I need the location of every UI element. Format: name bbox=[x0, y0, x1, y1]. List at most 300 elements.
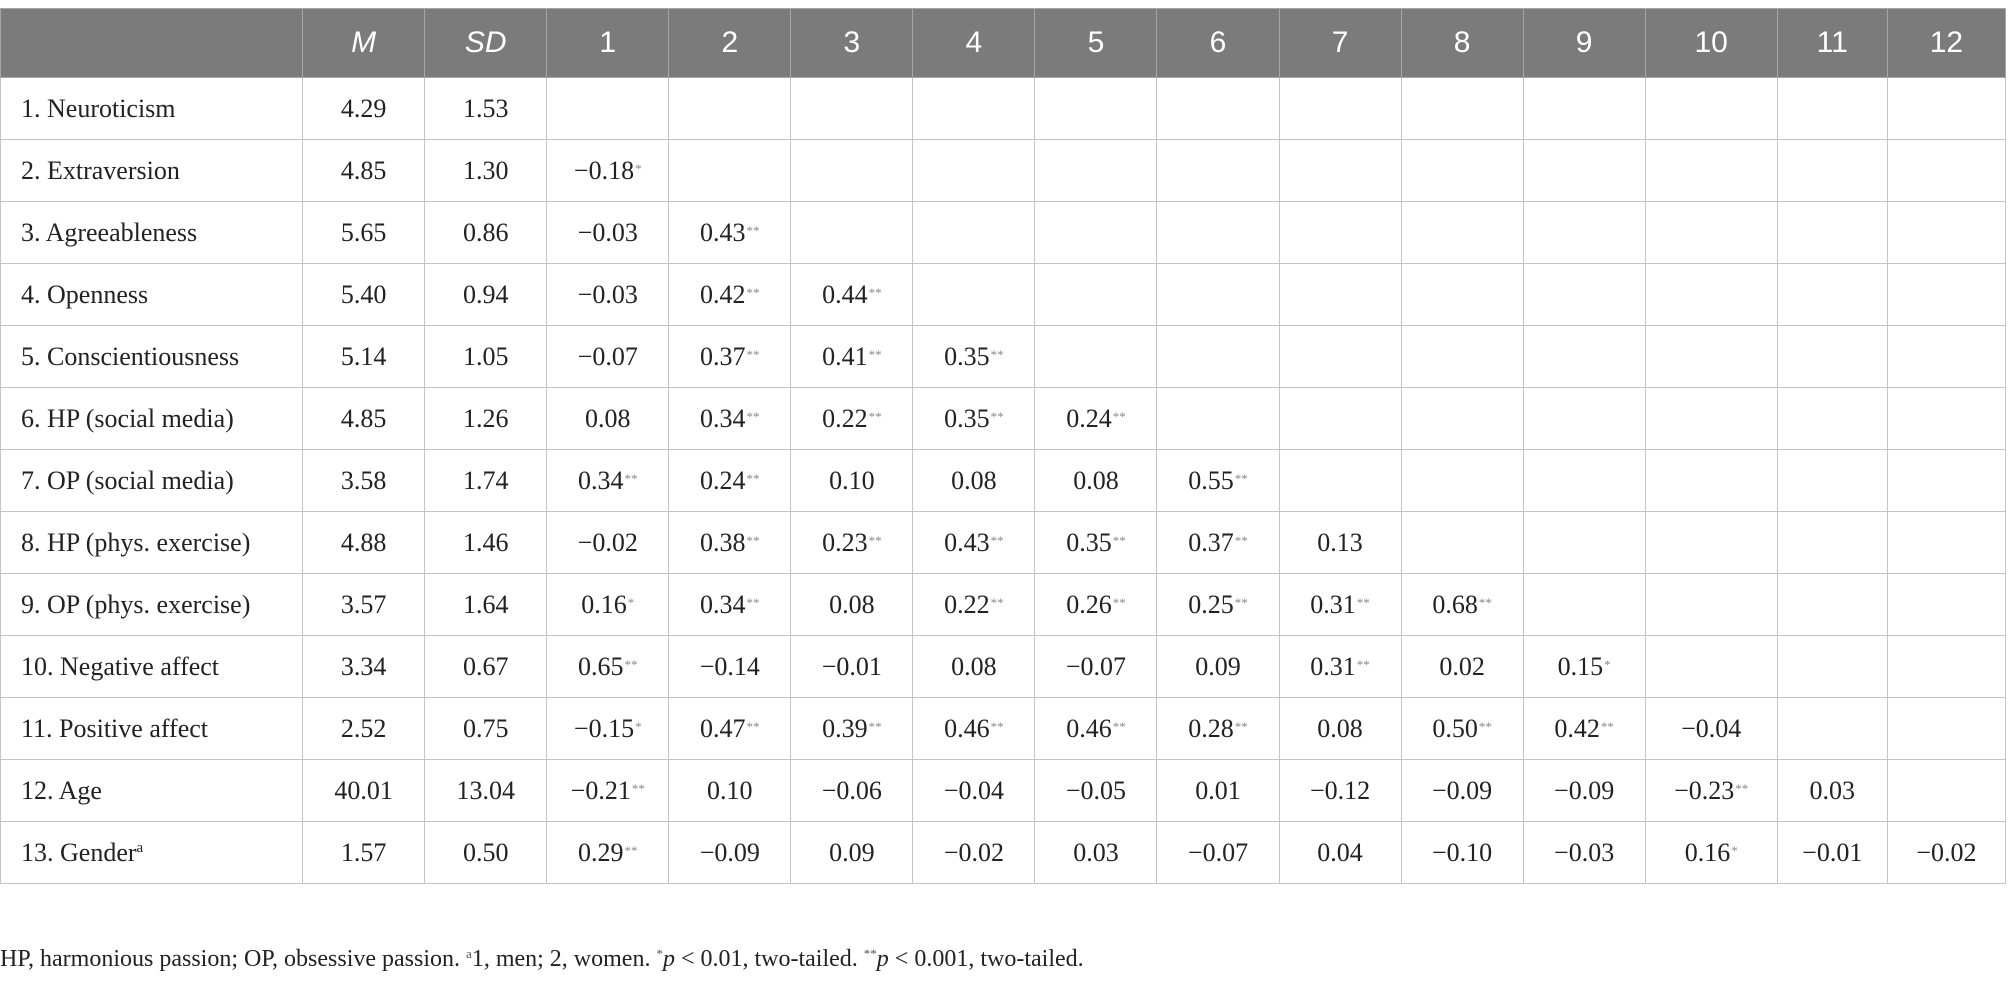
header-cell-blank bbox=[1, 9, 303, 78]
mean-cell: 4.85 bbox=[303, 388, 425, 450]
correlation-cell bbox=[669, 512, 791, 574]
significance-marker: ** bbox=[1112, 594, 1126, 610]
correlation-value: −0.05 bbox=[1065, 775, 1127, 805]
table-row bbox=[1, 140, 2006, 202]
correlation-cell bbox=[1645, 388, 1777, 450]
mean-cell: 4.29 bbox=[303, 78, 425, 140]
row-label-text: 9. OP (phys. exercise) bbox=[21, 589, 251, 619]
correlation-cell bbox=[913, 760, 1035, 822]
correlation-cell bbox=[913, 822, 1035, 884]
significance-marker: ** bbox=[1234, 718, 1248, 734]
correlation-cell bbox=[1523, 760, 1645, 822]
row-label bbox=[1, 822, 303, 884]
correlation-cell bbox=[1887, 822, 2005, 884]
mean-cell: 3.57 bbox=[303, 574, 425, 636]
significance-marker: ** bbox=[868, 346, 882, 362]
correlation-cell bbox=[1777, 202, 1887, 264]
correlation-value: −0.04 bbox=[943, 775, 1004, 805]
sd-cell: 0.50 bbox=[425, 822, 547, 884]
table-row bbox=[1, 574, 2006, 636]
correlation-cell bbox=[913, 264, 1035, 326]
correlation-cell bbox=[1777, 574, 1887, 636]
header-cell: 1 bbox=[547, 9, 669, 78]
correlation-cell bbox=[1157, 574, 1279, 636]
significance-marker: ** bbox=[746, 408, 760, 424]
table-row bbox=[1, 822, 2006, 884]
correlation-cell bbox=[1035, 698, 1157, 760]
significance-marker: ** bbox=[1112, 408, 1126, 424]
correlation-cell bbox=[1401, 326, 1523, 388]
header-cell: M bbox=[303, 9, 425, 78]
correlation-value: 0.13 bbox=[1317, 527, 1363, 557]
correlation-cell bbox=[1645, 822, 1777, 884]
sd-cell: 1.30 bbox=[425, 140, 547, 202]
correlation-value: 0.08 bbox=[1073, 465, 1119, 495]
correlation-cell bbox=[791, 760, 913, 822]
correlation-value: 0.16 bbox=[581, 589, 627, 619]
correlation-value: 0.34 bbox=[700, 589, 746, 619]
correlation-value: 0.09 bbox=[1195, 651, 1241, 681]
mean-cell: 4.85 bbox=[303, 140, 425, 202]
footnote-p-symbol: p bbox=[662, 946, 675, 972]
correlation-value: 0.24 bbox=[700, 465, 746, 495]
sd-cell: 0.67 bbox=[425, 636, 547, 698]
row-label-text: 10. Negative affect bbox=[21, 651, 220, 681]
significance-marker: * bbox=[1604, 656, 1611, 672]
significance-marker: ** bbox=[746, 470, 760, 486]
significance-marker: ** bbox=[1112, 718, 1126, 734]
correlation-cell bbox=[1279, 822, 1401, 884]
mean-cell: 1.57 bbox=[303, 822, 425, 884]
correlation-cell bbox=[547, 264, 669, 326]
correlation-cell bbox=[1777, 388, 1887, 450]
correlation-cell bbox=[547, 326, 669, 388]
header-cell: 3 bbox=[791, 9, 913, 78]
correlation-cell bbox=[1157, 78, 1279, 140]
correlation-value: 0.34 bbox=[578, 465, 624, 495]
correlation-cell bbox=[1401, 264, 1523, 326]
correlation-cell bbox=[1887, 264, 2005, 326]
table-row bbox=[1, 512, 2006, 574]
correlation-value: −0.23 bbox=[1674, 775, 1735, 805]
header-cell: 4 bbox=[913, 9, 1035, 78]
row-label bbox=[1, 264, 303, 326]
correlation-cell bbox=[1401, 78, 1523, 140]
footnote-p-symbol-2: p bbox=[876, 946, 889, 972]
correlation-cell bbox=[1777, 698, 1887, 760]
correlation-cell bbox=[1401, 202, 1523, 264]
correlation-cell bbox=[913, 78, 1035, 140]
correlation-cell bbox=[1157, 698, 1279, 760]
correlation-cell bbox=[1279, 140, 1401, 202]
correlation-cell bbox=[669, 698, 791, 760]
correlation-cell bbox=[1401, 140, 1523, 202]
significance-marker: * bbox=[635, 718, 642, 734]
significance-marker: ** bbox=[1356, 656, 1370, 672]
correlation-cell bbox=[1777, 760, 1887, 822]
table-row bbox=[1, 78, 2006, 140]
correlation-cell bbox=[791, 140, 913, 202]
significance-marker: * bbox=[635, 160, 642, 176]
correlation-cell bbox=[913, 574, 1035, 636]
footnote-star-single: * bbox=[656, 946, 663, 961]
correlation-cell bbox=[791, 574, 913, 636]
correlation-value: 0.46 bbox=[944, 713, 990, 743]
significance-marker: ** bbox=[1112, 532, 1126, 548]
correlation-cell bbox=[1645, 450, 1777, 512]
correlation-cell bbox=[669, 822, 791, 884]
correlation-cell bbox=[1523, 264, 1645, 326]
correlation-cell bbox=[669, 636, 791, 698]
correlation-cell bbox=[1645, 326, 1777, 388]
mean-cell: 5.40 bbox=[303, 264, 425, 326]
correlation-value: 0.25 bbox=[1188, 589, 1234, 619]
correlation-cell bbox=[791, 78, 913, 140]
significance-marker: ** bbox=[868, 284, 882, 300]
correlation-cell bbox=[1401, 636, 1523, 698]
correlation-value: 0.04 bbox=[1317, 837, 1363, 867]
correlation-cell bbox=[1401, 512, 1523, 574]
correlation-cell bbox=[1777, 822, 1887, 884]
mean-cell: 3.34 bbox=[303, 636, 425, 698]
sd-cell: 1.05 bbox=[425, 326, 547, 388]
correlation-cell bbox=[669, 450, 791, 512]
correlation-cell bbox=[791, 202, 913, 264]
correlation-value: 0.50 bbox=[1432, 713, 1478, 743]
row-label-text: 13. Gender bbox=[21, 837, 137, 867]
correlation-cell bbox=[1401, 450, 1523, 512]
row-label-text: 7. OP (social media) bbox=[21, 465, 234, 495]
correlation-value: 0.39 bbox=[822, 713, 868, 743]
correlation-cell bbox=[1887, 326, 2005, 388]
correlation-value: 0.09 bbox=[829, 837, 875, 867]
correlation-cell bbox=[1401, 760, 1523, 822]
correlation-cell bbox=[1887, 574, 2005, 636]
correlation-cell bbox=[1157, 822, 1279, 884]
correlation-value: 0.01 bbox=[1195, 775, 1241, 805]
significance-marker: ** bbox=[1234, 594, 1248, 610]
correlation-value: −0.14 bbox=[699, 651, 760, 681]
correlation-cell bbox=[1523, 636, 1645, 698]
significance-marker: ** bbox=[746, 222, 760, 238]
table-body bbox=[1, 78, 2006, 884]
correlation-cell bbox=[1523, 388, 1645, 450]
header-cell: 5 bbox=[1035, 9, 1157, 78]
correlation-cell bbox=[1777, 140, 1887, 202]
footnote-p-threshold-2: < 0.001, two-tailed. bbox=[888, 946, 1084, 972]
correlation-value: −0.01 bbox=[821, 651, 882, 681]
sd-cell: 1.53 bbox=[425, 78, 547, 140]
correlation-cell bbox=[913, 140, 1035, 202]
table-row bbox=[1, 760, 2006, 822]
row-label-text: 1. Neuroticism bbox=[21, 93, 176, 123]
significance-marker: ** bbox=[1478, 718, 1492, 734]
correlation-cell bbox=[1157, 264, 1279, 326]
correlation-value: −0.09 bbox=[1554, 775, 1615, 805]
correlation-cell bbox=[791, 512, 913, 574]
significance-marker: ** bbox=[746, 284, 760, 300]
sd-cell: 0.94 bbox=[425, 264, 547, 326]
row-label bbox=[1, 326, 303, 388]
significance-marker: ** bbox=[746, 532, 760, 548]
correlation-value: 0.03 bbox=[1073, 837, 1119, 867]
correlation-cell bbox=[1777, 326, 1887, 388]
correlation-value: −0.09 bbox=[1432, 775, 1493, 805]
significance-marker: ** bbox=[868, 718, 882, 734]
significance-marker: ** bbox=[746, 594, 760, 610]
row-label-text: 8. HP (phys. exercise) bbox=[21, 527, 251, 557]
correlation-cell bbox=[1279, 450, 1401, 512]
row-label-superscript: a bbox=[136, 839, 144, 856]
correlation-cell bbox=[1887, 760, 2005, 822]
correlation-cell bbox=[1645, 698, 1777, 760]
mean-cell: 40.01 bbox=[303, 760, 425, 822]
correlation-cell bbox=[913, 636, 1035, 698]
correlation-cell bbox=[1777, 450, 1887, 512]
correlation-value: 0.35 bbox=[944, 403, 990, 433]
significance-marker: * bbox=[1731, 842, 1738, 858]
header-row bbox=[1, 9, 2006, 78]
correlation-cell bbox=[669, 326, 791, 388]
row-label bbox=[1, 512, 303, 574]
correlation-cell bbox=[1279, 512, 1401, 574]
sd-cell: 0.75 bbox=[425, 698, 547, 760]
row-label bbox=[1, 140, 303, 202]
sd-cell: 1.64 bbox=[425, 574, 547, 636]
row-label bbox=[1, 698, 303, 760]
significance-marker: ** bbox=[631, 780, 645, 796]
significance-marker: ** bbox=[1234, 470, 1248, 486]
row-label bbox=[1, 574, 303, 636]
correlation-value: 0.23 bbox=[822, 527, 868, 557]
correlation-cell bbox=[1887, 636, 2005, 698]
significance-marker: ** bbox=[1356, 594, 1370, 610]
table-row bbox=[1, 636, 2006, 698]
correlation-cell bbox=[1035, 264, 1157, 326]
correlation-cell bbox=[1157, 760, 1279, 822]
correlation-value: 0.34 bbox=[700, 403, 746, 433]
correlation-cell bbox=[913, 326, 1035, 388]
correlation-cell bbox=[547, 78, 669, 140]
significance-marker: ** bbox=[868, 408, 882, 424]
footnote-gender-note: 1, men; 2, women. bbox=[471, 946, 651, 972]
header-cell: 7 bbox=[1279, 9, 1401, 78]
row-label-text: 11. Positive affect bbox=[21, 713, 209, 743]
correlation-value: 0.43 bbox=[700, 217, 746, 247]
correlation-cell bbox=[1523, 326, 1645, 388]
correlation-cell bbox=[1523, 574, 1645, 636]
correlation-cell bbox=[1401, 574, 1523, 636]
correlation-cell bbox=[913, 202, 1035, 264]
row-label bbox=[1, 202, 303, 264]
correlation-cell bbox=[547, 636, 669, 698]
correlation-value: −0.07 bbox=[577, 341, 638, 371]
row-label-text: 3. Agreeableness bbox=[21, 217, 198, 247]
correlation-value: −0.07 bbox=[1065, 651, 1127, 681]
table-row bbox=[1, 388, 2006, 450]
significance-marker: ** bbox=[1478, 594, 1492, 610]
correlation-cell bbox=[1279, 326, 1401, 388]
correlation-value: −0.04 bbox=[1681, 713, 1742, 743]
correlation-cell bbox=[547, 512, 669, 574]
sd-cell: 13.04 bbox=[425, 760, 547, 822]
header-cell: 9 bbox=[1523, 9, 1645, 78]
correlation-value: 0.41 bbox=[822, 341, 868, 371]
correlation-value: 0.08 bbox=[585, 403, 631, 433]
correlation-value: −0.02 bbox=[1916, 837, 1977, 867]
header-cell: 6 bbox=[1157, 9, 1279, 78]
header-cell: SD bbox=[425, 9, 547, 78]
correlation-cell bbox=[547, 574, 669, 636]
correlation-value: −0.03 bbox=[577, 217, 638, 247]
correlation-value: −0.18 bbox=[573, 155, 635, 185]
correlation-cell bbox=[1157, 512, 1279, 574]
correlation-value: −0.03 bbox=[577, 279, 638, 309]
correlation-value: 0.37 bbox=[1188, 527, 1234, 557]
correlation-value: −0.01 bbox=[1802, 837, 1863, 867]
correlation-cell bbox=[1035, 450, 1157, 512]
correlation-value: 0.35 bbox=[1066, 527, 1112, 557]
correlation-cell bbox=[913, 512, 1035, 574]
correlation-cell bbox=[791, 264, 913, 326]
correlation-cell bbox=[1279, 636, 1401, 698]
correlation-value: 0.10 bbox=[829, 465, 875, 495]
correlation-cell bbox=[1645, 760, 1777, 822]
correlation-cell bbox=[1645, 512, 1777, 574]
correlation-value: 0.37 bbox=[700, 341, 746, 371]
correlation-value: 0.65 bbox=[578, 651, 624, 681]
correlation-value: 0.46 bbox=[1066, 713, 1112, 743]
correlation-cell bbox=[547, 760, 669, 822]
correlation-cell bbox=[1035, 574, 1157, 636]
correlation-value: −0.21 bbox=[570, 775, 631, 805]
correlation-value: 0.22 bbox=[944, 589, 990, 619]
correlation-cell bbox=[1645, 574, 1777, 636]
correlation-value: 0.44 bbox=[822, 279, 868, 309]
correlation-cell bbox=[1523, 698, 1645, 760]
correlation-cell bbox=[1279, 264, 1401, 326]
correlation-value: 0.16 bbox=[1684, 837, 1731, 867]
correlation-value: 0.08 bbox=[951, 465, 997, 495]
significance-marker: ** bbox=[990, 408, 1004, 424]
correlation-cell bbox=[1279, 78, 1401, 140]
correlation-value: −0.03 bbox=[1554, 837, 1615, 867]
footnote-star-double: ** bbox=[863, 946, 877, 961]
correlation-value: −0.02 bbox=[943, 837, 1004, 867]
correlation-value: 0.43 bbox=[944, 527, 990, 557]
correlation-cell bbox=[1157, 636, 1279, 698]
correlation-cell bbox=[547, 388, 669, 450]
correlation-value: 0.55 bbox=[1188, 465, 1234, 495]
correlation-cell bbox=[1523, 78, 1645, 140]
correlation-cell bbox=[1279, 202, 1401, 264]
correlation-cell bbox=[1645, 264, 1777, 326]
header-cell: 12 bbox=[1887, 9, 2005, 78]
table-row bbox=[1, 326, 2006, 388]
correlation-cell bbox=[1157, 450, 1279, 512]
row-label-text: 12. Age bbox=[21, 775, 102, 805]
correlation-value: 0.08 bbox=[1317, 713, 1363, 743]
correlation-cell bbox=[669, 140, 791, 202]
mean-cell: 2.52 bbox=[303, 698, 425, 760]
correlation-cell bbox=[1279, 574, 1401, 636]
correlation-cell bbox=[1523, 822, 1645, 884]
correlation-cell bbox=[1279, 388, 1401, 450]
correlation-cell bbox=[669, 78, 791, 140]
significance-marker: ** bbox=[990, 346, 1004, 362]
correlation-cell bbox=[547, 202, 669, 264]
correlation-cell bbox=[547, 140, 669, 202]
correlation-value: 0.29 bbox=[578, 837, 624, 867]
correlation-value: 0.08 bbox=[951, 651, 997, 681]
correlation-cell bbox=[1887, 388, 2005, 450]
correlation-cell bbox=[1401, 822, 1523, 884]
correlation-cell bbox=[1645, 140, 1777, 202]
correlation-value: 0.68 bbox=[1432, 589, 1478, 619]
correlation-cell bbox=[791, 636, 913, 698]
row-label bbox=[1, 78, 303, 140]
correlation-cell bbox=[1887, 698, 2005, 760]
correlation-cell bbox=[1777, 78, 1887, 140]
correlation-cell bbox=[1887, 202, 2005, 264]
correlation-cell bbox=[1035, 202, 1157, 264]
correlation-value: 0.35 bbox=[944, 341, 990, 371]
mean-cell: 5.14 bbox=[303, 326, 425, 388]
correlation-cell bbox=[913, 698, 1035, 760]
significance-marker: ** bbox=[624, 470, 638, 486]
correlation-cell bbox=[1777, 512, 1887, 574]
correlation-value: 0.28 bbox=[1188, 713, 1234, 743]
correlation-cell bbox=[669, 760, 791, 822]
correlation-cell bbox=[1645, 636, 1777, 698]
table-row bbox=[1, 450, 2006, 512]
footnote-abbreviations: HP, harmonious passion; OP, obsessive passion. bbox=[0, 946, 461, 972]
correlation-value: 0.03 bbox=[1809, 775, 1855, 805]
correlation-cell bbox=[1401, 388, 1523, 450]
sd-cell: 1.74 bbox=[425, 450, 547, 512]
correlation-cell bbox=[1035, 636, 1157, 698]
header-cell: 8 bbox=[1401, 9, 1523, 78]
correlation-cell bbox=[1157, 140, 1279, 202]
correlation-cell bbox=[791, 388, 913, 450]
correlation-cell bbox=[1035, 326, 1157, 388]
correlation-value: 0.02 bbox=[1439, 651, 1485, 681]
correlation-cell bbox=[1157, 388, 1279, 450]
correlation-value: 0.15 bbox=[1557, 651, 1604, 681]
correlation-value: 0.42 bbox=[1554, 713, 1600, 743]
correlation-cell bbox=[1523, 512, 1645, 574]
significance-marker: ** bbox=[1735, 780, 1749, 796]
correlation-cell bbox=[1887, 450, 2005, 512]
correlation-cell bbox=[1645, 202, 1777, 264]
row-label-text: 4. Openness bbox=[21, 279, 149, 309]
correlation-cell bbox=[1645, 78, 1777, 140]
correlation-value: −0.02 bbox=[577, 527, 638, 557]
correlation-cell bbox=[1401, 698, 1523, 760]
correlation-cell bbox=[1777, 636, 1887, 698]
footnote-p-threshold-1: < 0.01, two-tailed. bbox=[674, 946, 858, 972]
correlation-value: −0.07 bbox=[1187, 837, 1249, 867]
correlation-cell bbox=[913, 388, 1035, 450]
correlation-cell bbox=[1887, 512, 2005, 574]
correlation-cell bbox=[1523, 450, 1645, 512]
correlation-cell bbox=[1523, 202, 1645, 264]
row-label-text: 5. Conscientiousness bbox=[21, 341, 240, 371]
correlation-cell bbox=[1035, 760, 1157, 822]
correlation-cell bbox=[1523, 140, 1645, 202]
significance-marker: ** bbox=[1600, 718, 1614, 734]
correlation-cell bbox=[791, 326, 913, 388]
